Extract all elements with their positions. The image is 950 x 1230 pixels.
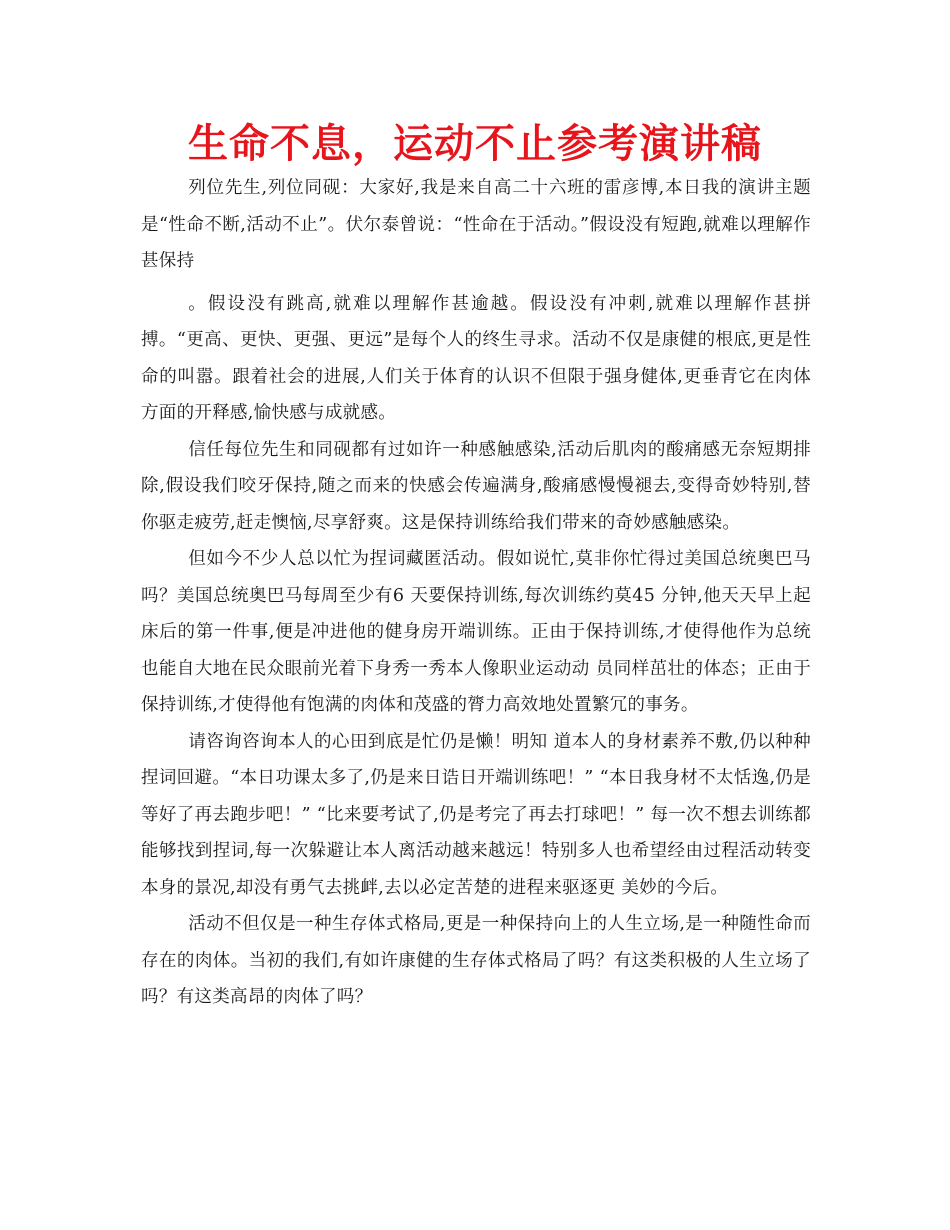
paragraph-greeting: 列位先生,列位同砚：大家好,我是来自高二十六班的雷彦博,本日我的演讲主题是“性命不断,活动不止”。伏尔泰曾说：“性命在于活动。”假设没有短跑,就难以理解作甚保持 (141, 178, 811, 271)
paragraph-sport-meaning: 。假设没有跳高,就难以理解作甚逾越。假设没有冲刺,就难以理解作甚拼搏。“更高、更快、更强、更远”是每个人的终生寻求。活动不仅是康健的根底,更是性命的叫嚣。跟着社会的进展,人们关于体育的认识不但限于强身健体,更垂青它在肉体方面的开释感,愉快感与成就感。 (141, 293, 811, 423)
paragraph-obama: 但如今不少人总以忙为捏词藏匿活动。假如说忙,莫非你忙得过美国总统奥巴马吗？美国总统奥巴马每周至少有6 天要保持训练,每次训练约莫45 分钟,他天天早上起床后的第一件事,便是冲进他的健身房开端训练。正由于保持训练,才使得他作为总统也能自大地在民众眼前光着下身秀一秀本人像职业运动动 员同样茁壮的体态；正由于保持训练,才使得他有饱满的肉体和茂盛的膂力高效地处置繁冗的事务。 (141, 549, 811, 715)
paragraph-soreness: 信任每位先生和同砚都有过如许一种感触感染,活动后肌肉的酸痛感无奈短期排除,假设我们咬牙保持,随之而来的快感会传遍满身,酸痛感慢慢褪去,变得奇妙特别,替你驱走疲劳,赶走懊恼,尽享舒爽。这是保持训练给我们带来的奇妙感触感染。 (141, 439, 811, 533)
paragraph-excuses: 请咨询咨询本人的心田到底是忙仍是懒！明知 道本人的身材素养不敷,仍以种种捏词回避。“本日功课太多了,仍是来日诰日开端训练吧！” “本日我身材不太恬逸,仍是等好了再去跑步吧！” “比来要考试了,仍是考完了再去打球吧！” 每一次不想去训练都能够找到捏词,每一次躲避让本人离活动越来越远！特别多人也希望经由过程活动转变本身的景况,却没有勇气去挑衅,去以必定苦楚的进程来驱逐更 美妙的今后。 (141, 731, 811, 898)
document-title: 生命不息，运动不止参考演讲稿 (188, 121, 762, 167)
speech-body (141, 170, 811, 1016)
paragraph-conclusion: 活动不但仅是一种生存体式格局,更是一种保持向上的人生立场,是一种随性命而存在的肉体。当初的我们,有如许康健的生存体式格局了吗？有这类积极的人生立场了吗？有这类高昂的肉体了吗？ (141, 914, 811, 1007)
